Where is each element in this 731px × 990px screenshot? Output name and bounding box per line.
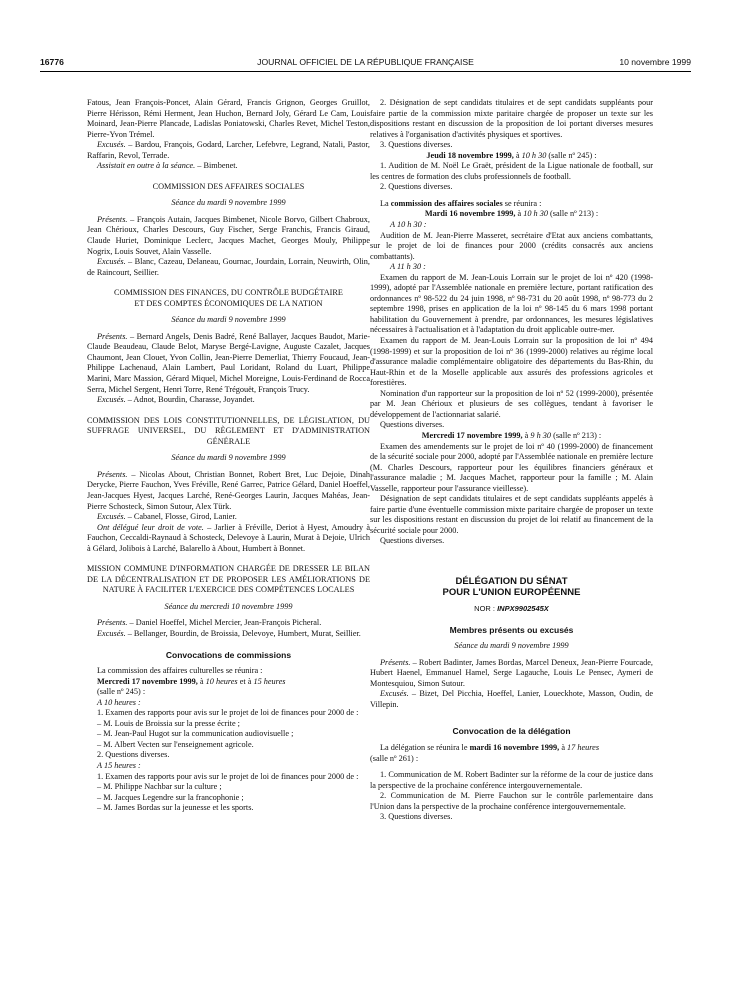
conv-and: et à xyxy=(237,676,254,686)
excuses-text: – Bellanger, Bourdin, de Broissia, Delevoye, Humbert, Murat, Seillier. xyxy=(125,628,361,638)
page-number: 16776 xyxy=(40,57,64,67)
excuses-affaires-sociales xyxy=(87,257,370,278)
delegation-title-2: POUR L'UNION EUROPÉENNE xyxy=(442,586,581,598)
issue-date: 10 novembre 1999 xyxy=(619,57,691,67)
intro-assistait-label: Assistait en outre à la séance. xyxy=(97,161,196,171)
intro-excuses-label: Excusés. xyxy=(97,140,126,150)
section-title-lois: COMMISSION DES LOIS CONSTITUTIONNELLES, DE LÉGISLATION, DU SUFFRAGE UNIVERSEL, DU RÈGLEMENT ET D'ADMINISTRATION GÉNÉRALE xyxy=(87,415,370,446)
r-item-questions-1: 3. Questions diverses. xyxy=(380,140,453,150)
presents-text: – Nicolas About, Christian Bonnet, Robert Bret, Luc Dejoie, Dinah Derycke, Pierre Fauchon, Yves Fréville, René Garrec, Patrice Gélard, Daniel Hoeffel, Jean-Jacques Hyest, Jacques Larché, René-Georges Laurin, Jacques Mahéas, Jean-Pierre Schosteck, Simon Sutour, Alex Türk. xyxy=(87,469,370,511)
r-mardi-date xyxy=(370,209,653,220)
excuses-label: Excusés. xyxy=(97,512,126,522)
seance-finances: Séance du mardi 9 novembre 1999 xyxy=(171,315,286,325)
excuses-label: Excusés. xyxy=(97,257,126,267)
line-bold: commission des affaires sociales xyxy=(390,198,503,208)
excuses-text: – Blanc, Cazeau, Delaneau, Gournac, Jourdain, Lorrain, Neuwirth, Olin, de Raincourt, Seillier. xyxy=(87,257,370,277)
r-a1130: A 11 h 30 : xyxy=(390,262,426,272)
excuses-mission xyxy=(87,629,370,640)
page-header xyxy=(40,57,691,71)
date-salle: (salle nº 245) : xyxy=(546,150,597,160)
date-time: 10 h 30 xyxy=(521,150,547,160)
journal-title: JOURNAL OFFICIEL DE LA RÉPUBLIQUE FRANÇAISE xyxy=(257,57,474,67)
date-salle: (salle nº 213) : xyxy=(547,209,599,219)
r-audition-masseret: Audition de M. Jean-Pierre Masseret, secrétaire d'Etat aux anciens combattants, sur le projet de loi de finances pour 2000 (crédits consacrés aux anciens combattants). xyxy=(370,230,653,261)
header-rule xyxy=(40,71,691,72)
cd-item-2: 2. Communication de M. Pierre Fauchon sur le contrôle parlementaire dans l'Union dans la perspective de la prochaine conférence intergouvernementale. xyxy=(370,791,653,811)
presents-text: – Daniel Hoeffel, Michel Mercier, Jean-François Picheral. xyxy=(127,618,322,628)
line-pre: La xyxy=(380,198,391,208)
presents-text: – Bernard Angels, Denis Badré, René Ballayer, Jacques Baudot, Marie-Claude Beaudeau, Claude Belot, Maryse Bergé-Lavigne, Auguste Cazalet, Jacques Chaumont, Jean Clouet, Yvon Collin, Jean-Pierre Demerliat, Thierry Foucaud, Jean-Philippe Lachenaud, Alain Lambert, Paul Loridant, Roland du Luart, Philippe Marini, Marc Massion, Gérard Miquel, Michel Moreigne, Louis-Ferdinand de Rocca Serra, Michel Sergent, Henri Torre, René Trégouët, François Trucy. xyxy=(87,331,370,394)
presents-mission xyxy=(87,618,370,629)
excuses-lois xyxy=(87,512,370,523)
a10-item-1c: – M. Albert Vecten sur l'enseignement agricole. xyxy=(97,739,254,749)
intro-excuses xyxy=(87,140,370,161)
delegue-lois xyxy=(87,523,370,555)
excuses-label: Excusés. xyxy=(97,628,126,638)
cd-salle: (salle nº 261) : xyxy=(370,753,419,763)
nor-line xyxy=(370,604,653,615)
presents-affaires-sociales xyxy=(87,215,370,257)
a10-heading: A 10 heures : xyxy=(97,697,141,707)
conv-at: à xyxy=(197,676,206,686)
excuses-label: Excusés. xyxy=(380,689,409,699)
r-nomination: Nomination d'un rapporteur sur la proposition de loi nº 52 (1999-2000), présentée par M. Jean Chérioux et plusieurs de ses collègues, tendant à favoriser le développement de l'actionnariat salarié. xyxy=(370,388,653,419)
section-title-finances-2: ET DES COMPTES ÉCONOMIQUES DE LA NATION xyxy=(134,298,323,308)
r-examen-lorrain-1: Examen du rapport de M. Jean-Louis Lorrain sur le projet de loi nº 420 (1998-1999), adopté par l'Assemblée nationale en première lecture, portant ratification des ordonnances nº 98-522 du 24 juin 1998, nº 98-731 du 20 août 1998, nº 98-773 du 2 septembre 1998, prises en application de la loi nº 98-145 du 6 mars 1998 portant habilitation du Gouvernement à prendre, par ordonnances, les mesures législatives nécessaires à l'actualisation et à l'adaptation du droit applicable outre-mer. xyxy=(370,272,653,335)
presents-label: Présents. xyxy=(97,618,128,628)
seance-affaires-sociales: Séance du mardi 9 novembre 1999 xyxy=(171,198,286,208)
r-mercredi-date xyxy=(370,431,653,442)
r-item-designation: 2. Désignation de sept candidats titulaires et de sept candidats suppléants pour faire partie de la commission mixte paritaire chargée de proposer un texte sur les dispositions restant en discussion de la proposition de loi portant diverses mesures relatives à l'organisation d'activités physiques et sportives. xyxy=(370,98,653,139)
r-examen-amendements: Examen des amendements sur le projet de loi nº 40 (1999-2000) de financement de la sécurité sociale pour 2000, adopté par l'Assemblée nationale en première lecture (M. Charles Descours, rapporteur pour les équilibres financiers généraux et l'assurance maladie ; M. Jacques Machet, rapporteur pour la famille ; M. Alain Vasselle, rapporteur pour l'assurance vieillesse). xyxy=(370,441,654,493)
excuses-finances xyxy=(87,395,370,406)
presents-label: Présents. xyxy=(97,331,128,341)
membres-seance: Séance du mardi 9 novembre 1999 xyxy=(454,641,569,651)
cd-item-3: 3. Questions diverses. xyxy=(380,812,453,822)
date-bold: Jeudi 18 novembre 1999, xyxy=(426,150,514,160)
presents-finances xyxy=(87,332,370,395)
delegue-text: – Jarlier à Fréville, Deriot à Hyest, Amoudry à Fauchon, Ceccaldi-Raynaud à Schosteck, Delevoye à Laurin, Murat à Dejoie, Ulrich à Gélard, Jolibois à Larché, Balarello à About, Humbert à Bonnet. xyxy=(87,522,370,553)
conv-salle: (salle nº 245) : xyxy=(97,687,146,697)
nor-value: INPX9902545X xyxy=(497,604,549,614)
r-jeudi-date xyxy=(370,151,653,162)
intro-assistait xyxy=(87,161,370,172)
date-bold: Mercredi 17 novembre 1999, xyxy=(421,430,523,440)
a15-item-1: 1. Examen des rapports pour avis sur le projet de loi de finances pour 2000 de : xyxy=(97,771,359,781)
date-at: à xyxy=(515,209,524,219)
conv-time-1: 10 heures xyxy=(205,676,238,686)
seance-lois: Séance du mardi 9 novembre 1999 xyxy=(171,453,286,463)
r-item-questions-2: 2. Questions diverses. xyxy=(380,182,453,192)
convocation-delegation-heading: Convocation de la délégation xyxy=(452,726,571,737)
section-title-finances-1: COMMISSION DES FINANCES, DU CONTRÔLE BUDGÉTAIRE xyxy=(114,288,343,298)
date-time: 10 h 30 xyxy=(523,209,548,219)
cd-pre: La délégation se réunira le xyxy=(380,742,470,752)
membres-heading: Membres présents ou excusés xyxy=(449,624,574,635)
presents-lois xyxy=(87,470,370,512)
r-affaires-sociales-line xyxy=(370,199,653,210)
intro-assistait-text: – Bimbenet. xyxy=(195,161,238,171)
a10-item-1: 1. Examen des rapports pour avis sur le projet de loi de finances pour 2000 de : xyxy=(97,708,359,718)
r-audition-legraet: 1. Audition de M. Noël Le Graët, président de la Ligue nationale de football, sur les centres de formation des clubs professionnels de football. xyxy=(370,161,653,181)
excuses-text: – Cabanel, Flosse, Girod, Lanier. xyxy=(125,512,237,522)
r-a1030: A 10 h 30 : xyxy=(390,220,427,230)
presents-text: – Robert Badinter, James Bordas, Marcel Deneux, Jean-Pierre Fourcade, Hubert Haenel, Emmanuel Hamel, Serge Lagauche, Louis Le Pensec, Aymeri de Montesquiou, Simon Sutour. xyxy=(370,657,653,688)
a10-item-2: 2. Questions diverses. xyxy=(97,750,170,760)
line-post: se réunira : xyxy=(502,198,542,208)
section-title-mission: MISSION COMMUNE D'INFORMATION CHARGÉE DE DRESSER LE BILAN DE LA DÉCENTRALISATION ET DE PROPOSER LES AMÉLIORATIONS DE NATURE À FACILITER L'EXERCICE DES COMPÉTENCES LOCALES xyxy=(87,564,370,595)
section-title-affaires-sociales: COMMISSION DES AFFAIRES SOCIALES xyxy=(152,181,305,191)
conv-time-2: 15 heures xyxy=(253,676,286,686)
delegue-label: Ont délégué leur droit de vote. xyxy=(97,522,204,532)
date-bold: Mardi 16 novembre 1999, xyxy=(424,209,516,219)
conv-culturelles-line: La commission des affaires culturelles se réunira : xyxy=(97,666,263,676)
nor-label: NOR : xyxy=(474,604,498,614)
r-questions-4: Questions diverses. xyxy=(380,536,445,546)
date-at: à xyxy=(522,430,531,440)
a15-heading: A 15 heures : xyxy=(97,760,141,770)
cd-line xyxy=(370,743,653,754)
a15-item-1a: – M. Philippe Nachbar sur la culture ; xyxy=(97,782,222,792)
r-designation-2: Désignation de sept candidats titulaires et de sept candidats suppléants appelés à faire partie d'une éventuelle commission mixte paritaire chargée de proposer un texte sur les dispositions restant en discussion du projet de loi relatif au financement de la sécurité sociale pour 2000. xyxy=(370,494,653,535)
presents-label: Présents. xyxy=(380,657,411,667)
cd-at: à xyxy=(559,742,568,752)
excuses-label: Excusés. xyxy=(97,395,126,405)
delegation-title-1: DÉLÉGATION DU SÉNAT xyxy=(455,575,568,587)
excuses-text: – Adnot, Bourdin, Charasse, Joyandet. xyxy=(125,395,255,405)
presents-label: Présents. xyxy=(97,214,128,224)
membres-presents xyxy=(370,658,653,690)
right-column xyxy=(370,98,653,823)
presents-label: Présents. xyxy=(97,469,128,479)
membres-excuses xyxy=(370,689,653,710)
a15-item-1c: – M. James Bordas sur la jeunesse et les sports. xyxy=(97,803,254,813)
r-questions-3: Questions diverses. xyxy=(380,420,445,430)
left-column xyxy=(87,98,370,814)
intro-excuses-text: – Bardou, François, Godard, Larcher, Lefebvre, Legrand, Natali, Pastor, Raffarin, Revol, Terrade. xyxy=(87,140,370,160)
date-salle: (salle nº 213) : xyxy=(551,430,602,440)
cd-item-1: 1. Communication de M. Robert Badinter sur la réforme de la cour de justice dans la perspective de la prochaine conférence intergouvernementale. xyxy=(370,770,653,790)
date-at: à xyxy=(513,150,522,160)
cd-time: 17 heures xyxy=(567,742,600,752)
date-time: 9 h 30 xyxy=(530,430,552,440)
conv-date: Mercredi 17 novembre 1999, xyxy=(97,676,198,686)
a10-item-1a: – M. Louis de Broissia sur la presse écrite ; xyxy=(97,718,240,728)
excuses-text: – Bizet, Del Picchia, Hoeffel, Lanier, Loueckhote, Masson, Oudin, de Villepin. xyxy=(370,689,653,709)
intro-names: Fatous, Jean François-Poncet, Alain Gérard, Francis Grignon, Georges Gruillot, Pierre Hérisson, Rémi Herment, Jean Huchon, Bernard Joly, Gérard Le Cam, Louis Moinard, Jean-Pierre Plancade, Ladislas Poniatowski, Charles Revet, Michel Teston, Pierre-Yvon Trémel. xyxy=(87,98,370,139)
presents-text: – François Autain, Jacques Bimbenet, Nicole Borvo, Gilbert Chabroux, Jean Chérioux, Charles Descours, Guy Fischer, Serge Franchis, Francis Giraud, Claude Huriet, Dominique Leclerc, Jacques Machet, Georges Mouly, Philippe Nogrix, Louis Souvet, Alain Vasselle. xyxy=(87,214,370,256)
r-examen-lorrain-2: Examen du rapport de M. Jean-Louis Lorrain sur la proposition de loi nº 494 (1998-1999) et sur la proposition de loi nº 36 (1999-2000) relatives au régime local d'assurance maladie complémentaire obligatoire des départements du Bas-Rhin, du Haut-Rhin et de la Moselle applicable aux assurés des professions agricoles et forestières. xyxy=(370,336,653,388)
a15-item-1b: – M. Jacques Legendre sur la francophonie ; xyxy=(97,792,244,802)
a10-item-1b: – M. Jean-Paul Hugot sur la communication audiovisuelle ; xyxy=(97,729,294,739)
convocations-heading: Convocations de commissions xyxy=(165,649,292,660)
cd-bold: mardi 16 novembre 1999, xyxy=(469,742,560,752)
seance-mission: Séance du mercredi 10 novembre 1999 xyxy=(164,601,293,611)
conv-culturelles-date xyxy=(87,677,370,688)
